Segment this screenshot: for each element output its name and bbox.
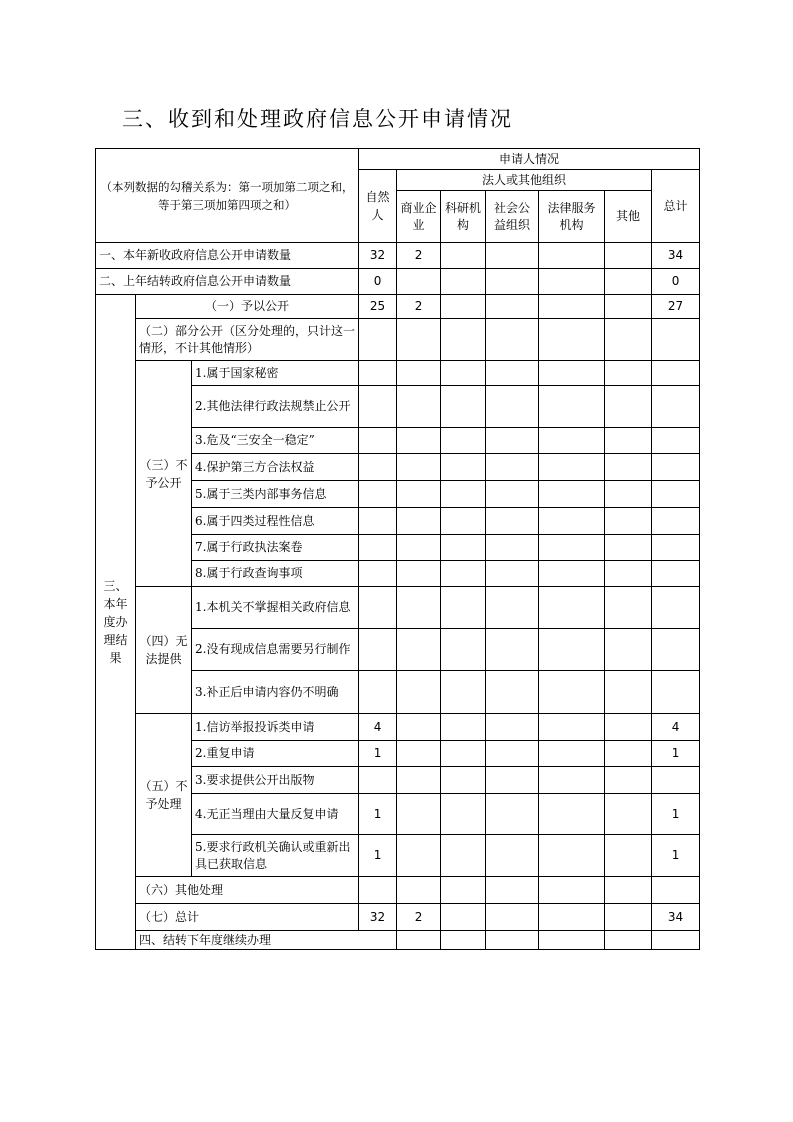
row-label: 4.保护第三方合法权益 [192,454,359,481]
row-label: （二）部分公开（区分处理的，只计这一情形，不计其他情形） [136,319,359,361]
row-label: 2.其他法律行政法规禁止公开 [192,386,359,428]
cell-total: 0 [652,269,700,295]
table-row [96,269,700,295]
table-row [96,877,700,904]
row-label: 3.要求提供公开出版物 [192,767,359,794]
header-total: 总计 [652,170,700,243]
cell-natural: 25 [359,295,397,319]
row-label: 1.本机关不掌握相关政府信息 [192,587,359,629]
cell-total: 1 [652,835,700,877]
table-row [96,243,700,269]
cell-business: 2 [397,295,441,319]
cell-total: 27 [652,295,700,319]
group-label: （五）不予处理 [136,714,192,877]
table-row [96,931,700,950]
row-label: 5.属于三类内部事务信息 [192,481,359,508]
header-applicant: 申请人情况 [359,149,700,170]
row-label: 2.重复申请 [192,741,359,767]
cell-natural: 32 [359,904,397,931]
header-other: 其他 [605,191,652,243]
cell-business: 2 [397,243,441,269]
group-label: （四）无法提供 [136,587,192,714]
row-label: （六）其他处理 [136,877,359,904]
cell-total: 1 [652,794,700,835]
cell-total [652,767,700,794]
table-row [96,319,700,361]
group-label: （三）不予公开 [136,361,192,587]
row-label: 四、结转下年度继续办理 [136,931,397,950]
application-stats-table [95,148,700,950]
header-natural-person: 自然人 [359,170,397,243]
cell-natural: 1 [359,741,397,767]
header-business: 商业企业 [397,191,441,243]
cell-natural [359,767,397,794]
row-label: 5.要求行政机关确认或重新出具已获取信息 [192,835,359,877]
row-label: 2.没有现成信息需要另行制作 [192,629,359,671]
row-label: 3.补正后申请内容仍不明确 [192,671,359,714]
cell-total: 1 [652,741,700,767]
row-label: 一、本年新收政府信息公开申请数量 [96,243,359,269]
header-legal-service: 法律服务机构 [539,191,605,243]
cell-natural: 1 [359,835,397,877]
row-label: 1.属于国家秘密 [192,361,359,386]
table-row [96,587,700,629]
cell-natural: 32 [359,243,397,269]
row-label: 3.危及“三安全一稳定” [192,428,359,454]
cell-total: 34 [652,243,700,269]
row-label: 8.属于行政查询事项 [192,561,359,587]
section3-label: 三、本年度办理结果 [96,295,136,950]
row-label: 6.属于四类过程性信息 [192,508,359,535]
cell-natural: 0 [359,269,397,295]
cell-natural: 4 [359,714,397,741]
row-label: 4.无正当理由大量反复申请 [192,794,359,835]
cell-total: 34 [652,904,700,931]
cell-total: 4 [652,714,700,741]
header-note: （本列数据的勾稽关系为：第一项加第二项之和，等于第三项加第四项之和） [96,149,359,243]
cell-business: 2 [397,904,441,931]
row-label: （一）予以公开 [136,295,359,319]
row-label: （七）总计 [136,904,359,931]
table-row [96,904,700,931]
header-social: 社会公益组织 [486,191,539,243]
header-legal-group: 法人或其他组织 [397,170,652,191]
section-title: 三、收到和处理政府信息公开申请情况 [122,107,513,131]
table-row [96,361,700,386]
table-row [96,295,700,319]
row-label: 7.属于行政执法案卷 [192,535,359,561]
table-row [96,714,700,741]
row-label: 二、上年结转政府信息公开申请数量 [96,269,359,295]
header-research: 科研机构 [441,191,486,243]
cell-natural: 1 [359,794,397,835]
row-label: 1.信访举报投诉类申请 [192,714,359,741]
